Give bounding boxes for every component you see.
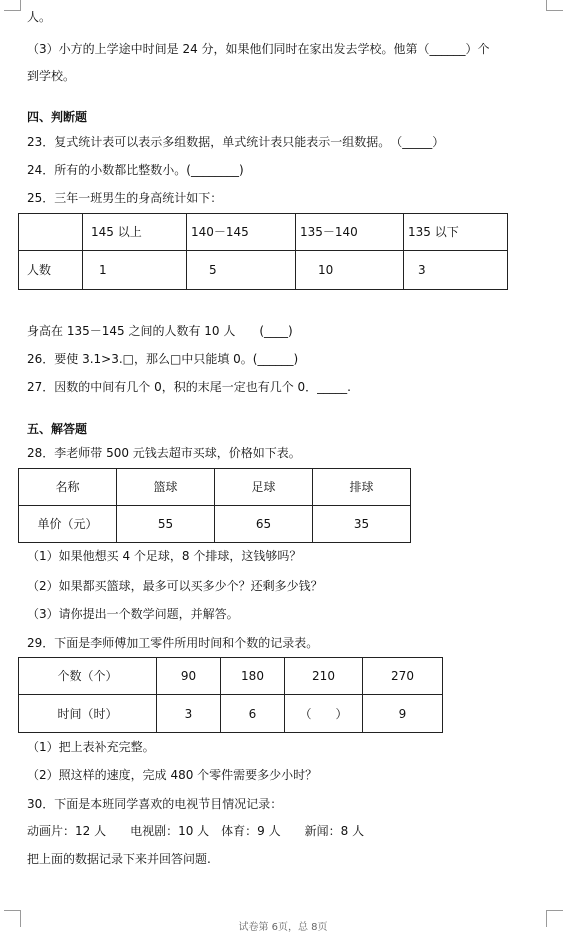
question-25: 25．三年一班男生的身高统计如下： (27, 191, 223, 205)
section-heading-solve: 五、解答题 (27, 422, 88, 436)
table-cell: 篮球 (117, 469, 215, 506)
crop-mark-top-right (546, 0, 563, 11)
table-cell: 140－145 (187, 214, 296, 251)
question-23: 23．复式统计表可以表示多组数据，单式统计表只能表示一组数据。 （_____） (27, 135, 445, 149)
table-cell: 个数（个） (19, 658, 157, 695)
table-cell: 135－140 (296, 214, 404, 251)
question-29-part-1: （1）把上表补充完整。 (27, 740, 155, 754)
tv-program-record: 动画片：12 人 电视剧：10 人 体育：9 人 新闻：8 人 (27, 824, 365, 838)
table-cell: 名称 (19, 469, 117, 506)
question-22-part-3: （3）小方的上学途中时间是 24 分，如果他们同时在家出发去学校。他第（______）个 (27, 42, 490, 56)
table-cell: 55 (117, 506, 215, 543)
question-28: 28．李老师带 500 元钱去超市买球，价格如下表。 (27, 446, 301, 460)
height-table (18, 213, 508, 290)
question-28-part-1: （1）如果他想买 4 个足球，8 个排球，这钱够吗？ (27, 549, 302, 563)
table-cell: 135 以下 (404, 214, 508, 251)
section-heading-judgement: 四、判断题 (27, 110, 88, 124)
table-cell: 35 (313, 506, 411, 543)
question-30: 30．下面是本班同学喜欢的电视节目情况记录： (27, 797, 283, 811)
answer-blank-cell[interactable]: （ ） (285, 695, 363, 733)
table-cell: 9 (363, 695, 443, 733)
table-cell (19, 214, 83, 251)
table-cell: 10 (296, 251, 404, 290)
table-cell: 足球 (215, 469, 313, 506)
question-24: 24．所有的小数都比整数小。(________) (27, 163, 244, 177)
question-26: 26．要使 3.1>3.□，那么□中只能填 0。(______) (27, 352, 299, 366)
table-cell: 90 (157, 658, 221, 695)
table-cell: 3 (404, 251, 508, 290)
parts-time-table (18, 657, 443, 733)
table-cell: 3 (157, 695, 221, 733)
text-line: 人。 (27, 10, 52, 24)
question-30-instruction: 把上面的数据记录下来并回答问题. (27, 852, 211, 866)
question-28-part-3: （3）请你提出一个数学问题，并解答。 (27, 607, 239, 621)
question-25-statement: 身高在 135－145 之间的人数有 10 人 (____) (27, 324, 293, 338)
question-28-part-2: （2）如果都买篮球，最多可以买多少个？还剩多少钱？ (27, 579, 323, 593)
table-cell: 270 (363, 658, 443, 695)
table-cell: 180 (221, 658, 285, 695)
page-footer: 试卷第 6页，总 8页 (238, 922, 328, 933)
question-29-part-2: （2）照这样的速度，完成 480 个零件需要多少小时？ (27, 768, 318, 782)
table-cell: 时间（时） (19, 695, 157, 733)
question-29: 29．下面是李师傅加工零件所用时间和个数的记录表。 (27, 636, 319, 650)
question-27: 27．因数的中间有几个 0，积的末尾一定也有几个 0．_____. (27, 380, 351, 394)
table-cell: 单价（元） (19, 506, 117, 543)
table-cell: 5 (187, 251, 296, 290)
text-line: 到学校。 (27, 69, 76, 83)
crop-mark-top-left (4, 0, 21, 11)
table-cell: 210 (285, 658, 363, 695)
table-cell: 6 (221, 695, 285, 733)
table-cell: 排球 (313, 469, 411, 506)
table-cell: 145 以上 (83, 214, 187, 251)
table-cell: 1 (83, 251, 187, 290)
table-cell: 65 (215, 506, 313, 543)
ball-price-table (18, 468, 411, 543)
table-cell: 人数 (19, 251, 83, 290)
